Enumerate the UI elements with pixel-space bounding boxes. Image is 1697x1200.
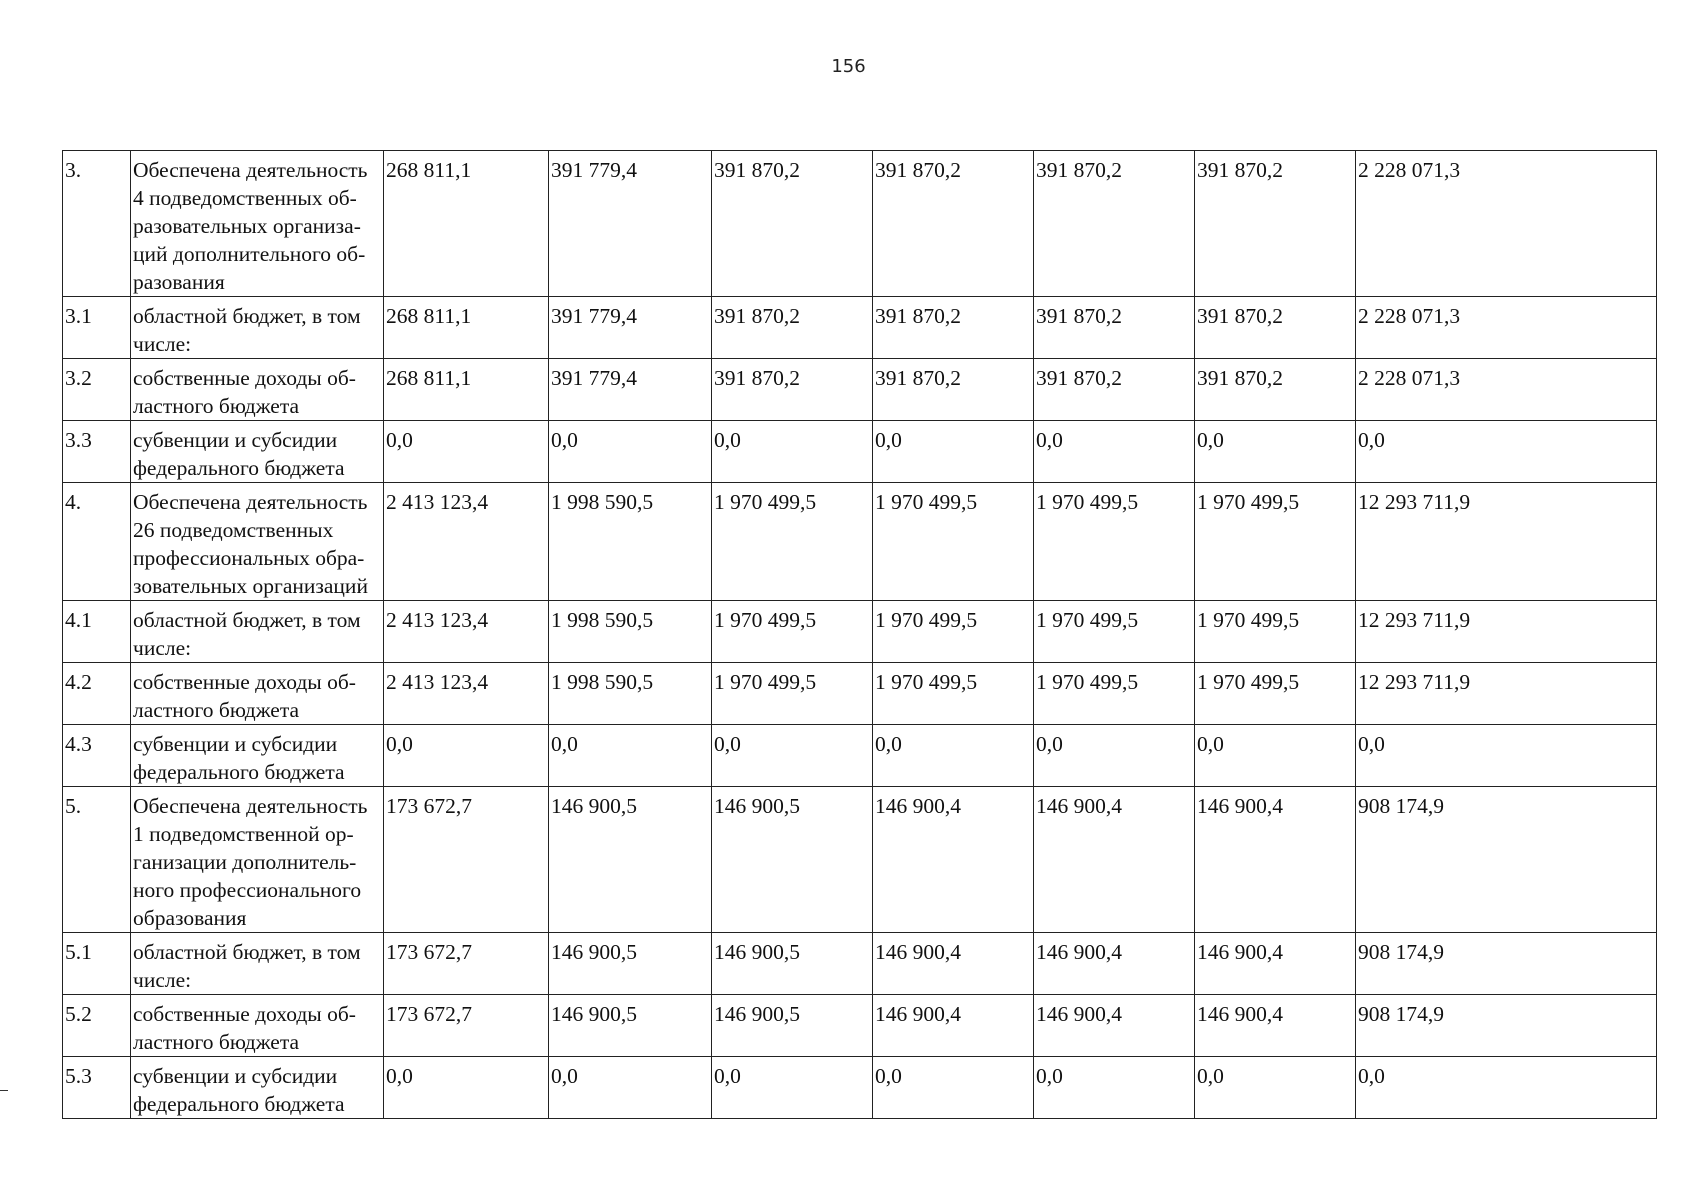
row-number: 4.2 bbox=[63, 663, 131, 725]
row-description: субвенции и субсидии федерального бюджета bbox=[131, 725, 384, 787]
value-cell: 146 900,5 bbox=[549, 995, 712, 1057]
value-cell: 0,0 bbox=[712, 421, 873, 483]
value-cell: 2 413 123,4 bbox=[384, 663, 549, 725]
table-row bbox=[63, 297, 1657, 359]
total-cell: 908 174,9 bbox=[1356, 933, 1657, 995]
row-description: субвенции и субсидии федерального бюджета bbox=[131, 1057, 384, 1119]
value-cell: 391 870,2 bbox=[712, 151, 873, 297]
row-description: Обеспечена деятельность 1 подведомственной ор- ганизации дополнитель- ного профессионального образования bbox=[131, 787, 384, 933]
value-cell: 1 970 499,5 bbox=[873, 483, 1034, 601]
total-cell: 2 228 071,3 bbox=[1356, 297, 1657, 359]
total-cell: 12 293 711,9 bbox=[1356, 483, 1657, 601]
value-cell: 391 779,4 bbox=[549, 359, 712, 421]
value-cell: 268 811,1 bbox=[384, 151, 549, 297]
row-description: собственные доходы об- ластного бюджета bbox=[131, 359, 384, 421]
total-cell: 12 293 711,9 bbox=[1356, 663, 1657, 725]
value-cell: 0,0 bbox=[1034, 1057, 1195, 1119]
table-row bbox=[63, 725, 1657, 787]
row-number: 4.3 bbox=[63, 725, 131, 787]
total-cell: 0,0 bbox=[1356, 421, 1657, 483]
value-cell: 1 970 499,5 bbox=[1195, 663, 1356, 725]
value-cell: 2 413 123,4 bbox=[384, 601, 549, 663]
value-cell: 0,0 bbox=[1195, 1057, 1356, 1119]
value-cell: 391 870,2 bbox=[873, 297, 1034, 359]
table-row bbox=[63, 421, 1657, 483]
value-cell: 146 900,5 bbox=[712, 933, 873, 995]
value-cell: 0,0 bbox=[384, 725, 549, 787]
row-description: собственные доходы об- ластного бюджета bbox=[131, 995, 384, 1057]
value-cell: 0,0 bbox=[1195, 421, 1356, 483]
value-cell: 146 900,5 bbox=[549, 933, 712, 995]
row-number: 3.3 bbox=[63, 421, 131, 483]
value-cell: 146 900,5 bbox=[712, 995, 873, 1057]
total-cell: 2 228 071,3 bbox=[1356, 359, 1657, 421]
value-cell: 173 672,7 bbox=[384, 995, 549, 1057]
value-cell: 1 970 499,5 bbox=[1195, 483, 1356, 601]
value-cell: 146 900,4 bbox=[873, 995, 1034, 1057]
value-cell: 0,0 bbox=[549, 421, 712, 483]
total-cell: 0,0 bbox=[1356, 725, 1657, 787]
table-row bbox=[63, 1057, 1657, 1119]
row-number: 3.1 bbox=[63, 297, 131, 359]
value-cell: 1 970 499,5 bbox=[712, 601, 873, 663]
table-row bbox=[63, 359, 1657, 421]
value-cell: 1 998 590,5 bbox=[549, 601, 712, 663]
value-cell: 2 413 123,4 bbox=[384, 483, 549, 601]
value-cell: 391 779,4 bbox=[549, 297, 712, 359]
value-cell: 173 672,7 bbox=[384, 933, 549, 995]
value-cell: 1 970 499,5 bbox=[873, 601, 1034, 663]
value-cell: 0,0 bbox=[1034, 421, 1195, 483]
value-cell: 0,0 bbox=[1034, 725, 1195, 787]
value-cell: 146 900,4 bbox=[1195, 787, 1356, 933]
row-number: 5.2 bbox=[63, 995, 131, 1057]
table-row bbox=[63, 483, 1657, 601]
value-cell: 0,0 bbox=[873, 1057, 1034, 1119]
value-cell: 391 870,2 bbox=[1034, 297, 1195, 359]
value-cell: 1 970 499,5 bbox=[873, 663, 1034, 725]
budget-table-container bbox=[62, 150, 1657, 1119]
row-number: 3.2 bbox=[63, 359, 131, 421]
value-cell: 391 870,2 bbox=[873, 151, 1034, 297]
value-cell: 146 900,4 bbox=[1034, 933, 1195, 995]
value-cell: 0,0 bbox=[712, 1057, 873, 1119]
value-cell: 146 900,4 bbox=[873, 787, 1034, 933]
value-cell: 146 900,4 bbox=[1195, 933, 1356, 995]
value-cell: 391 779,4 bbox=[549, 151, 712, 297]
value-cell: 146 900,4 bbox=[873, 933, 1034, 995]
value-cell: 391 870,2 bbox=[873, 359, 1034, 421]
row-description: областной бюджет, в том числе: bbox=[131, 601, 384, 663]
row-number: 3. bbox=[63, 151, 131, 297]
page-number: 156 bbox=[831, 56, 866, 77]
value-cell: 146 900,4 bbox=[1034, 787, 1195, 933]
value-cell: 391 870,2 bbox=[1195, 151, 1356, 297]
total-cell: 2 228 071,3 bbox=[1356, 151, 1657, 297]
value-cell: 0,0 bbox=[873, 421, 1034, 483]
value-cell: 1 970 499,5 bbox=[1034, 601, 1195, 663]
value-cell: 391 870,2 bbox=[1195, 297, 1356, 359]
row-number: 5.3 bbox=[63, 1057, 131, 1119]
total-cell: 0,0 bbox=[1356, 1057, 1657, 1119]
table-row bbox=[63, 601, 1657, 663]
value-cell: 0,0 bbox=[873, 725, 1034, 787]
table-row bbox=[63, 151, 1657, 297]
value-cell: 0,0 bbox=[384, 1057, 549, 1119]
value-cell: 1 998 590,5 bbox=[549, 483, 712, 601]
margin-mark bbox=[0, 1090, 8, 1091]
value-cell: 0,0 bbox=[1195, 725, 1356, 787]
total-cell: 12 293 711,9 bbox=[1356, 601, 1657, 663]
row-description: собственные доходы об- ластного бюджета bbox=[131, 663, 384, 725]
row-description: Обеспечена деятельность 4 подведомственных об- разовательных организа- ций дополнительного об- разования bbox=[131, 151, 384, 297]
value-cell: 146 900,5 bbox=[549, 787, 712, 933]
table-row bbox=[63, 663, 1657, 725]
row-description: субвенции и субсидии федерального бюджета bbox=[131, 421, 384, 483]
row-description: областной бюджет, в том числе: bbox=[131, 933, 384, 995]
row-description: областной бюджет, в том числе: bbox=[131, 297, 384, 359]
value-cell: 146 900,5 bbox=[712, 787, 873, 933]
table-row bbox=[63, 933, 1657, 995]
value-cell: 391 870,2 bbox=[1034, 359, 1195, 421]
table-row bbox=[63, 995, 1657, 1057]
value-cell: 1 970 499,5 bbox=[712, 663, 873, 725]
value-cell: 1 970 499,5 bbox=[1034, 483, 1195, 601]
row-description: Обеспечена деятельность 26 подведомственных профессиональных обра- зовательных организаций bbox=[131, 483, 384, 601]
row-number: 4. bbox=[63, 483, 131, 601]
value-cell: 0,0 bbox=[549, 1057, 712, 1119]
value-cell: 391 870,2 bbox=[712, 297, 873, 359]
value-cell: 391 870,2 bbox=[1195, 359, 1356, 421]
value-cell: 268 811,1 bbox=[384, 359, 549, 421]
value-cell: 1 970 499,5 bbox=[712, 483, 873, 601]
value-cell: 1 998 590,5 bbox=[549, 663, 712, 725]
row-number: 5. bbox=[63, 787, 131, 933]
row-number: 4.1 bbox=[63, 601, 131, 663]
value-cell: 173 672,7 bbox=[384, 787, 549, 933]
table-body bbox=[63, 151, 1657, 1119]
value-cell: 146 900,4 bbox=[1034, 995, 1195, 1057]
total-cell: 908 174,9 bbox=[1356, 995, 1657, 1057]
value-cell: 0,0 bbox=[384, 421, 549, 483]
table-row bbox=[63, 787, 1657, 933]
value-cell: 1 970 499,5 bbox=[1195, 601, 1356, 663]
value-cell: 391 870,2 bbox=[712, 359, 873, 421]
total-cell: 908 174,9 bbox=[1356, 787, 1657, 933]
value-cell: 146 900,4 bbox=[1195, 995, 1356, 1057]
value-cell: 268 811,1 bbox=[384, 297, 549, 359]
value-cell: 391 870,2 bbox=[1034, 151, 1195, 297]
value-cell: 0,0 bbox=[712, 725, 873, 787]
value-cell: 0,0 bbox=[549, 725, 712, 787]
row-number: 5.1 bbox=[63, 933, 131, 995]
budget-table bbox=[62, 150, 1657, 1119]
value-cell: 1 970 499,5 bbox=[1034, 663, 1195, 725]
